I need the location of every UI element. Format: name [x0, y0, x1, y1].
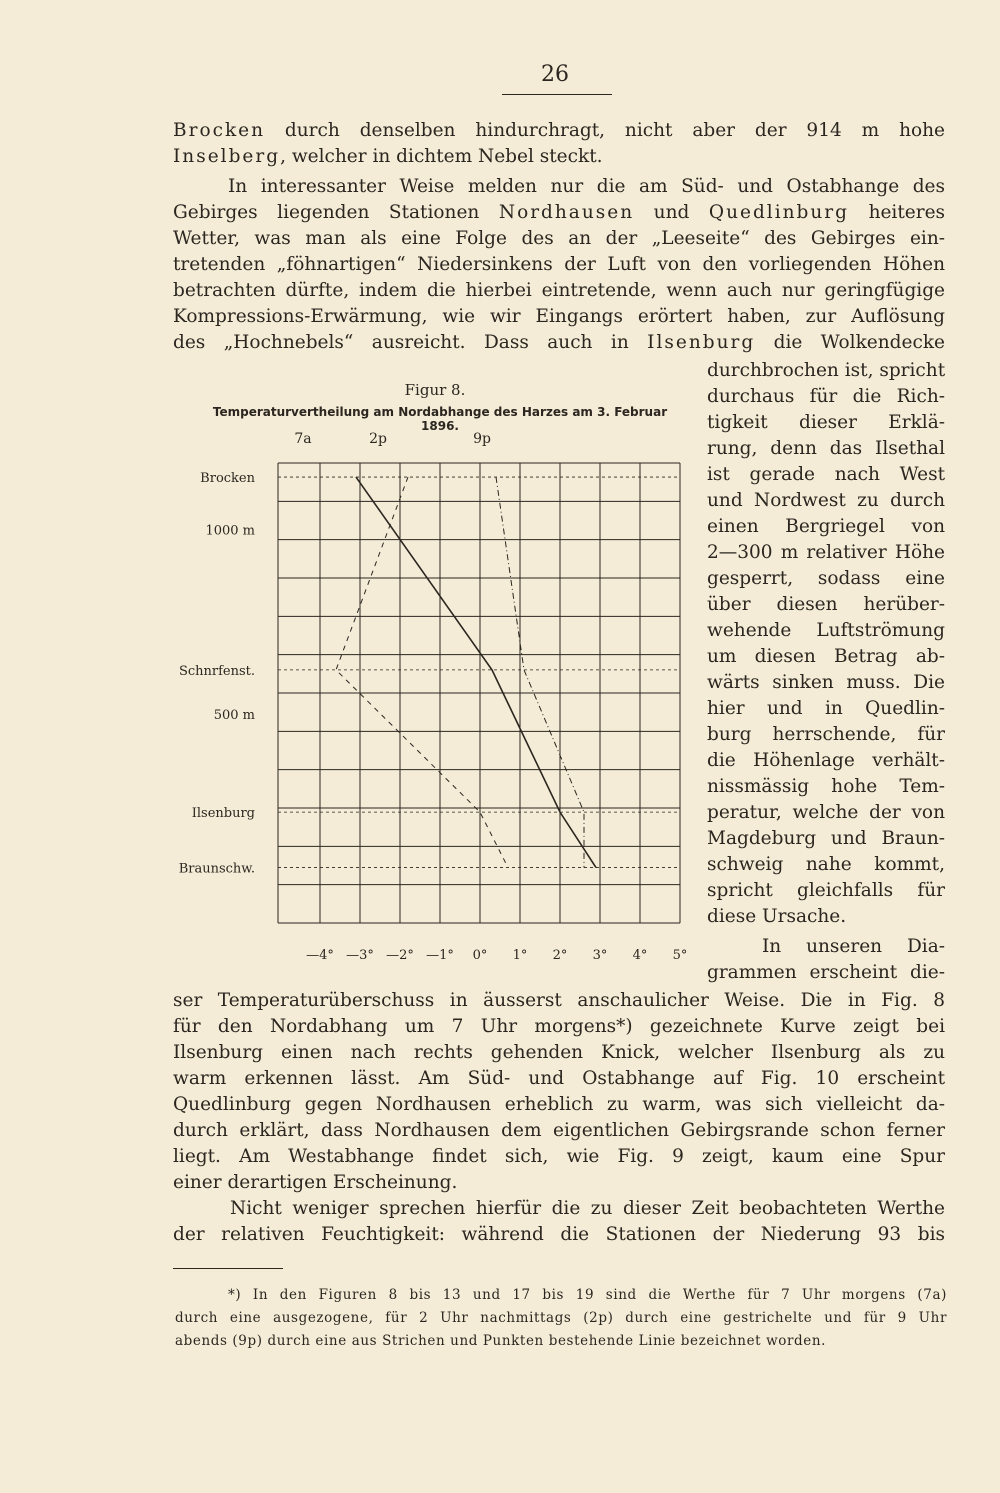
footnote-line: abends (9p) durch eine aus Strichen und Punkten bestehende Linie bezeichnet worden.	[175, 1333, 827, 1349]
footnote-line: durch eine ausgezogene, für 2 Uhr nachmittags (2p) durch eine gestrichelte und für 9 Uhr	[175, 1310, 947, 1326]
page-number: 26	[541, 62, 569, 87]
bottom-line: ser Temperaturüberschuss in äusserst anschaulicher Weise. Die in Fig. 8	[173, 990, 945, 1011]
right-line: gesperrt, sodass eine	[707, 568, 945, 589]
x-tick-label: 5°	[672, 948, 688, 963]
station-label: Ilsenburg	[191, 806, 255, 822]
body-line-7: betrachten dürfte, indem die hierbei eintretende, wenn auch nur geringfügige	[173, 280, 945, 301]
right-line: Magdeburg und Braun-	[707, 828, 945, 849]
altitude-label: 500 m	[213, 708, 255, 724]
bottom-line: warm erkennen lässt. Am Süd- und Ostabhange auf Fig. 10 erscheint	[173, 1068, 945, 1089]
figure-label: Figur 8.	[404, 381, 466, 399]
right-line: burg herrschende, für	[707, 724, 945, 745]
right-line: nissmässig hohe Tem-	[707, 776, 945, 797]
right-line: um diesen Betrag ab-	[707, 646, 945, 667]
footnote-rule	[173, 1268, 283, 1269]
bottom-line: durch erklärt, dass Nordhausen dem eigentlichen Gebirgsrande schon ferner	[173, 1120, 945, 1141]
series-line-9p	[496, 477, 584, 868]
right-line: peratur, welche der von	[707, 802, 945, 823]
series-line-2p	[336, 477, 508, 868]
temperature-chart	[170, 425, 690, 970]
right-line: über diesen herüber-	[707, 594, 945, 615]
x-tick-label: —1°	[426, 948, 454, 963]
series-label: 9p	[473, 431, 491, 447]
place-quedlinburg: Quedlinburg	[708, 202, 849, 223]
bottom-line: Quedlinburg gegen Nordhausen erheblich zu warm, was sich vielleicht da-	[173, 1094, 945, 1115]
x-tick-label: 4°	[632, 948, 648, 963]
body-line-3: In interessanter Weise melden nur die am Süd- und Ostabhange des	[228, 176, 945, 197]
body-line-4a: Gebirges liegenden Stationen	[173, 202, 480, 223]
x-tick-label: —4°	[306, 948, 334, 963]
body-line-2	[173, 144, 945, 170]
station-label: Schnrfenst.	[178, 663, 255, 679]
bottom-line: der relativen Feuchtigkeit: während die Stationen der Niederung 93 bis	[173, 1224, 945, 1245]
x-tick-label: 3°	[592, 948, 608, 963]
body-line-2-rest: , welcher in dichtem Nebel steckt.	[280, 146, 603, 167]
bottom-line: liegt. Am Westabhange findet sich, wie Fig. 9 zeigt, kaum eine Spur	[173, 1146, 945, 1167]
right-line: durchbrochen ist, spricht	[707, 360, 946, 381]
right-line: grammen erscheint die-	[707, 962, 945, 983]
right-line: schweig nahe kommt,	[707, 854, 945, 875]
place-inselberg: Inselberg	[173, 146, 281, 167]
x-tick-label: —2°	[386, 948, 414, 963]
body-line-1	[173, 118, 945, 144]
right-line: wärts sinken muss. Die	[707, 672, 945, 693]
series-label: 7a	[294, 431, 312, 447]
body-line-1-rest: durch denselben hindurchragt, nicht aber der 914 m hohe	[284, 120, 945, 141]
body-line-4	[173, 200, 945, 226]
right-line: die Höhenlage verhält-	[707, 750, 945, 771]
body-line-4e: heiteres	[868, 202, 946, 223]
place-nordhausen: Nordhausen	[498, 202, 635, 223]
place-brocken: Brocken	[173, 120, 266, 141]
right-line: tigkeit dieser Erklä-	[707, 412, 945, 433]
bottom-line: Nicht weniger sprechen hierfür die zu dieser Zeit beobachteten Werthe	[230, 1198, 945, 1219]
station-label: Brocken	[200, 471, 255, 487]
right-line: einen Bergriegel von	[707, 516, 945, 537]
right-line: 2—300 m relativer Höhe	[707, 542, 945, 563]
body-line-8: Kompressions-Erwärmung, wie wir Eingangs erörtert haben, zur Auflösung	[173, 306, 945, 327]
altitude-label: 1000 m	[205, 523, 255, 539]
bottom-line: für den Nordabhang um 7 Uhr morgens*) gezeichnete Kurve zeigt bei	[173, 1016, 945, 1037]
right-line: durchaus für die Rich-	[707, 386, 945, 407]
series-label: 2p	[369, 431, 387, 447]
right-line: In unseren Dia-	[762, 936, 945, 957]
bottom-line: einer derartigen Erscheinung.	[173, 1172, 458, 1193]
x-tick-label: 1°	[512, 948, 528, 963]
body-line-9a: des „Hochnebels“ ausreicht. Dass auch in	[173, 332, 629, 353]
right-line: und Nordwest zu durch	[707, 490, 945, 511]
body-line-5: Wetter, was man als eine Folge des an der „Leeseite“ des Gebirges ein-	[173, 228, 945, 249]
page-number-rule	[502, 94, 612, 95]
footnote-line: *) In den Figuren 8 bis 13 und 17 bis 19 sind die Werthe für 7 Uhr morgens (7a)	[228, 1287, 947, 1303]
body-line-6: tretenden „föhnartigen“ Niedersinkens der Luft von den vorliegenden Höhen	[173, 254, 945, 275]
right-line: rung, denn das Ilsethal	[707, 438, 945, 459]
right-line: hier und in Quedlin-	[707, 698, 945, 719]
right-line: ist gerade nach West	[707, 464, 945, 485]
place-ilsenburg: Ilsenburg	[647, 332, 756, 353]
x-tick-label: 2°	[552, 948, 568, 963]
x-tick-label: 0°	[472, 948, 488, 963]
bottom-line: Ilsenburg einen nach rechts gehenden Knick, welcher Ilsenburg als zu	[173, 1042, 945, 1063]
body-line-4c: und	[653, 202, 690, 223]
figure-caption: Temperaturvertheilung am Nordabhange des Harzes am 3. Februar 1896.	[212, 405, 668, 433]
station-label: Braunschw.	[178, 861, 255, 877]
right-line: spricht gleichfalls für	[707, 880, 945, 901]
body-line-9c: die Wolkendecke	[773, 332, 945, 353]
x-tick-label: —3°	[346, 948, 374, 963]
right-line: diese Ursache.	[707, 906, 847, 927]
right-line: wehende Luftströmung	[707, 620, 945, 641]
body-line-9	[173, 330, 945, 356]
